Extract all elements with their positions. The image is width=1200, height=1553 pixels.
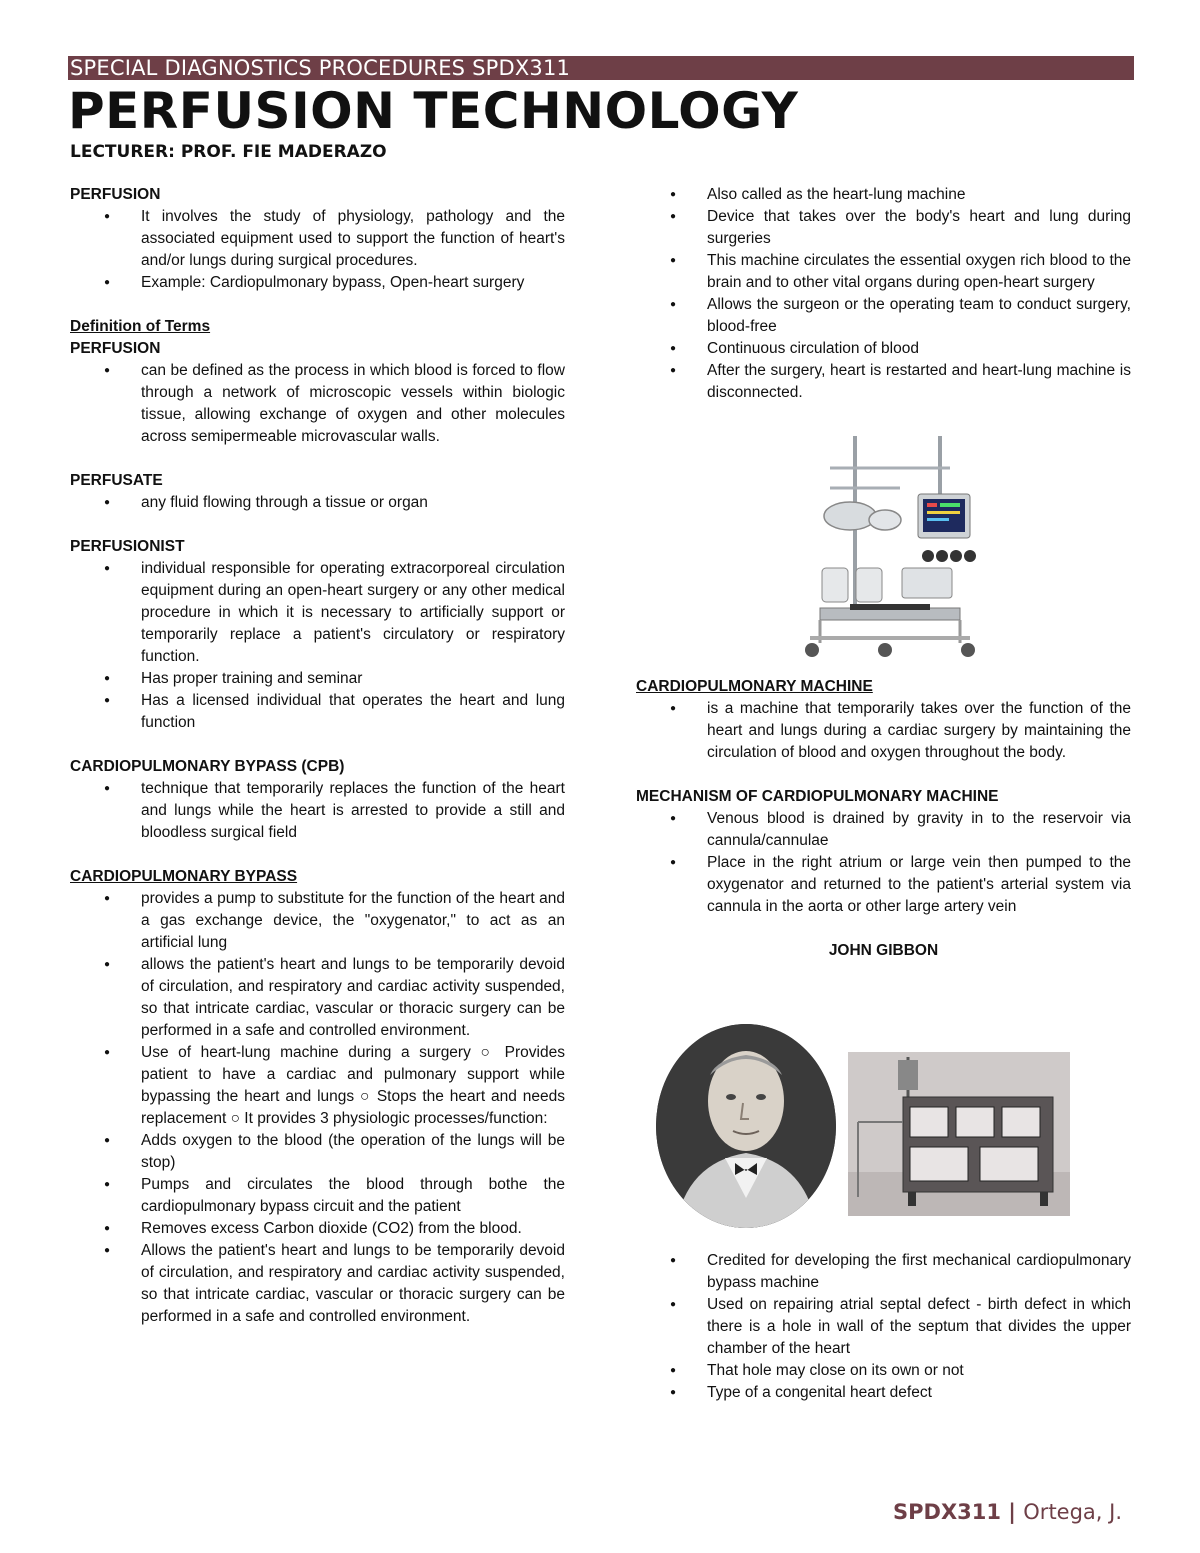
- perfusionist-list: [70, 558, 565, 734]
- list-item: ● Credited for developing the first mechanical cardiopulmonary bypass machine: [636, 1250, 1131, 1294]
- list-item: ● Allows the surgeon or the operating team to conduct surgery, blood-free: [636, 294, 1131, 338]
- left-column: [70, 184, 565, 1328]
- list-item: ● This machine circulates the essential oxygen rich blood to the brain and to other vital organs during open-heart surgery: [636, 250, 1131, 294]
- lecturer-line: LECTURER: PROF. FIE MADERAZO: [70, 142, 387, 162]
- list-item: ● Use of heart-lung machine during a surgery ○ Provides patient to have a cardiac and pulmonary support while bypassing the heart and lungs ○ Stops the heart and needs replacement ○ It provides 3 physiologic processes/function:: [70, 1042, 565, 1130]
- cpm-list: [636, 698, 1131, 764]
- list-item: ● That hole may close on its own or not: [636, 1360, 1131, 1382]
- term-perfusionist: PERFUSIONIST: [70, 538, 185, 555]
- def-perfusion-list: [70, 360, 565, 448]
- right-column-top: [636, 184, 1131, 404]
- perfusion-list: [70, 206, 565, 294]
- heart-lung-machine-photo: [790, 428, 990, 666]
- term-cpb: CARDIOPULMONARY BYPASS (CPB): [70, 758, 345, 775]
- list-item: ● After the surgery, heart is restarted and heart-lung machine is disconnected.: [636, 360, 1131, 404]
- list-item: ● Place in the right atrium or large vein then pumped to the oxygenator and returned to the patient's arterial system via cannula in the aorta or other large artery vein: [636, 852, 1131, 918]
- list-item: ● Used on repairing atrial septal defect - birth defect in which there is a hole in wall of the septum that divides the upper chamber of the heart: [636, 1294, 1131, 1360]
- list-item: ● Also called as the heart-lung machine: [636, 184, 1131, 206]
- term-perfusate: PERFUSATE: [70, 472, 163, 489]
- list-item: ● technique that temporarily replaces the function of the heart and lungs while the heart is arrested to provide a still and bloodless surgical field: [70, 778, 565, 844]
- perfusate-list: [70, 492, 565, 514]
- cpb2-list: [70, 888, 565, 1328]
- list-item: ● Type of a congenital heart defect: [636, 1382, 1131, 1404]
- list-item: ● provides a pump to substitute for the function of the heart and a gas exchange device, the "oxygenator," to act as an artificial lung: [70, 888, 565, 954]
- footer-code: SPDX311 |: [893, 1500, 1016, 1524]
- list-item: ● is a machine that temporarily takes over the function of the heart and lungs during a cardiac surgery by maintaining the circulation of blood and oxygen throughout the body.: [636, 698, 1131, 764]
- list-item: ● Device that takes over the body's heart and lung during surgeries: [636, 206, 1131, 250]
- list-item: ● can be defined as the process in which blood is forced to flow through a network of microscopic vessels within biologic tissue, allowing exchange of oxygen and other molecules across semipermeable microvascular walls.: [70, 360, 565, 448]
- list-item: ● Pumps and circulates the blood through bothe the cardiopulmonary bypass circuit and the patient: [70, 1174, 565, 1218]
- mechanism-list: [636, 808, 1131, 918]
- list-item: ● It involves the study of physiology, pathology and the associated equipment used to support the function of heart's and/or lungs during surgical procedures.: [70, 206, 565, 272]
- footer: [893, 1500, 1122, 1524]
- list-item: ● Venous blood is drained by gravity in to the reservoir via cannula/cannulae: [636, 808, 1131, 852]
- term-cardiopulmonary-machine: CARDIOPULMONARY MACHINE: [636, 678, 873, 695]
- list-item: ● any fluid flowing through a tissue or organ: [70, 492, 565, 514]
- right-column-middle: [636, 676, 1131, 962]
- list-item: ● Removes excess Carbon dioxide (CO2) from the blood.: [70, 1218, 565, 1240]
- section-heading-perfusion: PERFUSION: [70, 186, 161, 203]
- list-item: ● Continuous circulation of blood: [636, 338, 1131, 360]
- gibbon-machine-photo: [848, 1052, 1070, 1216]
- right-column-bottom: [636, 1250, 1131, 1404]
- list-item: ● Allows the patient's heart and lungs to be temporarily devoid of circulation, and respiratory and cardiac activity suspended, so that intricate cardiac, vascular or thoracic surgery can be performed in a safe and controlled environment.: [70, 1240, 565, 1328]
- list-item: ● Adds oxygen to the blood (the operation of the lungs will be stop): [70, 1130, 565, 1174]
- john-gibbon-heading: JOHN GIBBON: [828, 942, 939, 959]
- page-title: PERFUSION TECHNOLOGY: [68, 82, 799, 140]
- footer-author: Ortega, J.: [1023, 1500, 1123, 1524]
- list-item: ● Example: Cardiopulmonary bypass, Open-heart surgery: [70, 272, 565, 294]
- list-item: ● individual responsible for operating extracorporeal circulation equipment during an open-heart surgery or any other medical procedure in which it is necessary to artificially support or temporarily replace a patient's circulatory or respiratory function.: [70, 558, 565, 668]
- heart-lung-machine-list: [636, 184, 1131, 404]
- gibbon-list: [636, 1250, 1131, 1404]
- term-cpb-underlined: CARDIOPULMONARY BYPASS: [70, 868, 298, 885]
- definitions-heading: Definition of Terms: [70, 318, 211, 335]
- course-banner: SPECIAL DIAGNOSTICS PROCEDURES SPDX311: [68, 56, 1134, 80]
- list-item: ● allows the patient's heart and lungs to be temporarily devoid of circulation, and respiratory and cardiac activity suspended, so that intricate cardiac, vascular or thoracic surgery can be performed in a safe and controlled environment.: [70, 954, 565, 1042]
- term-perfusion: PERFUSION: [70, 340, 161, 357]
- list-item: ● Has a licensed individual that operates the heart and lung function: [70, 690, 565, 734]
- term-mechanism: MECHANISM OF CARDIOPULMONARY MACHINE: [636, 788, 999, 805]
- john-gibbon-portrait: [655, 1023, 837, 1230]
- list-item: ● Has proper training and seminar: [70, 668, 565, 690]
- cpb-list: [70, 778, 565, 844]
